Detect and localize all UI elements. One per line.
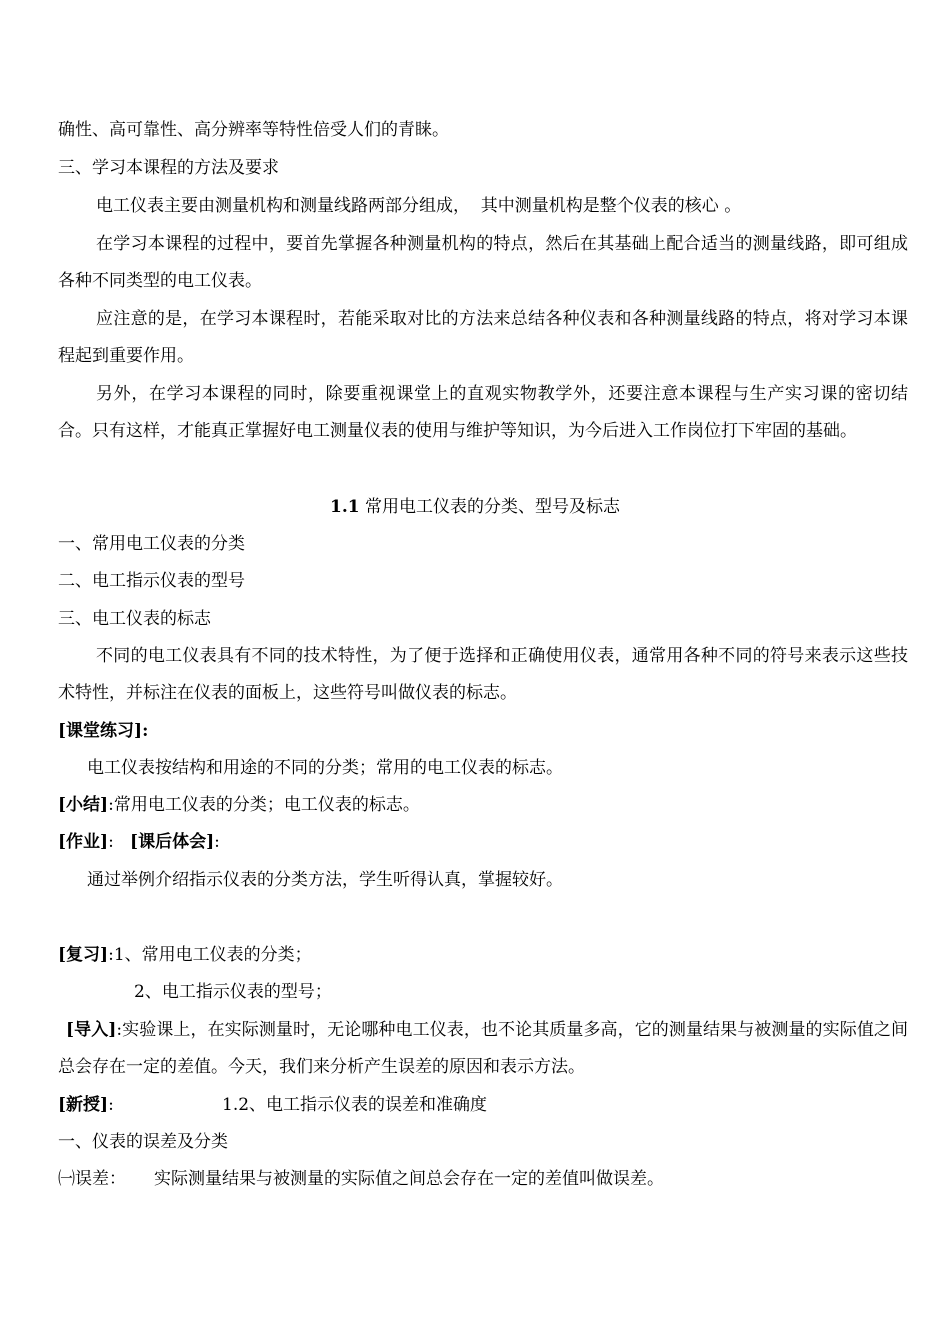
new-lesson-line [58, 1087, 908, 1124]
intro-label: [导入] [66, 1020, 117, 1040]
homework-line [58, 824, 908, 861]
new-lesson-colon: : [108, 1095, 114, 1115]
errors-heading: 一、仪表的误差及分类 [58, 1132, 228, 1152]
new-lesson-label: [新授] [58, 1095, 109, 1115]
summary-label: [小结] [58, 795, 109, 815]
paragraph-composition: 电工仪表主要由测量机构和测量线路两部分组成， 其中测量机构是整个仪表的核心 。 [96, 196, 742, 216]
review-item-2: 2、电工指示仪表的型号； [134, 982, 332, 1002]
exercise-colon: : [142, 721, 149, 741]
reflection-label: [课后体会] [130, 832, 215, 852]
new-lesson-title: 1.2、电工指示仪表的误差和准确度 [222, 1095, 488, 1115]
section-heading-3: 三、学习本课程的方法及要求 [58, 158, 279, 178]
list-item: 三、电工仪表的标志 [58, 609, 211, 629]
list-item: 一、常用电工仪表的分类 [58, 534, 245, 554]
reflection-colon: : [214, 832, 220, 852]
review-text: :1、常用电工仪表的分类； [108, 945, 312, 965]
summary-line [58, 787, 908, 824]
review-line [58, 937, 908, 974]
homework-label: [作业] [58, 832, 109, 852]
paragraph-attention: 应注意的是，在学习本课程时，若能采取对比的方法来总结各种仪表和各种测量线路的特点，将对学习本课程起到重要作用。 [58, 309, 908, 366]
intro-text: :实验课上，在实际测量时，无论哪种电工仪表，也不论其质量多高，它的测量结果与被测量的实际值之间总会存在一定的差值。今天，我们来分析产生误差的原因和表示方法。 [58, 1020, 908, 1077]
homework-separator: : [108, 832, 131, 852]
paragraph-practice: 另外，在学习本课程的同时，除要重视课堂上的直观实物教学外，还要注意本课程与生产实习课的密切结合。只有这样，才能真正掌握好电工测量仪表的使用与维护等知识，为今后进入工作岗位打下牢固的基础。 [58, 384, 908, 441]
exercise-text: 电工仪表按结构和用途的不同的分类；常用的电工仪表的标志。 [87, 758, 563, 778]
section-number: 1.1 [330, 497, 360, 517]
error-definition [58, 1161, 908, 1198]
intro-paragraph [58, 1012, 908, 1086]
section-title-1-1 [0, 489, 950, 526]
review-label: [复习] [58, 945, 109, 965]
exercise-label-text: [课堂练习] [58, 721, 143, 741]
paragraph-learning: 在学习本课程的过程中，要首先掌握各种测量机构的特点，然后在其基础上配合适当的测量线路，即可组成各种不同类型的电工仪表。 [58, 234, 908, 291]
error-definition-label: ㈠误差： [58, 1169, 126, 1189]
error-definition-text: 实际测量结果与被测量的实际值之间总会存在一定的差值叫做误差。 [154, 1169, 664, 1189]
paragraph-continuation: 确性、高可靠性、高分辨率等特性倍受人们的青睐。 [58, 120, 449, 140]
section-title-text: 常用电工仪表的分类、型号及标志 [359, 497, 620, 517]
list-item: 二、电工指示仪表的型号 [58, 571, 245, 591]
reflection-text: 通过举例介绍指示仪表的分类方法，学生听得认真，掌握较好。 [87, 870, 563, 890]
paragraph-markings: 不同的电工仪表具有不同的技术特性，为了便于选择和正确使用仪表，通常用各种不同的符号来表示这些技术特性，并标注在仪表的面板上，这些符号叫做仪表的标志。 [58, 646, 908, 703]
summary-text: :常用电工仪表的分类；电工仪表的标志。 [108, 795, 420, 815]
exercise-label [58, 713, 908, 750]
